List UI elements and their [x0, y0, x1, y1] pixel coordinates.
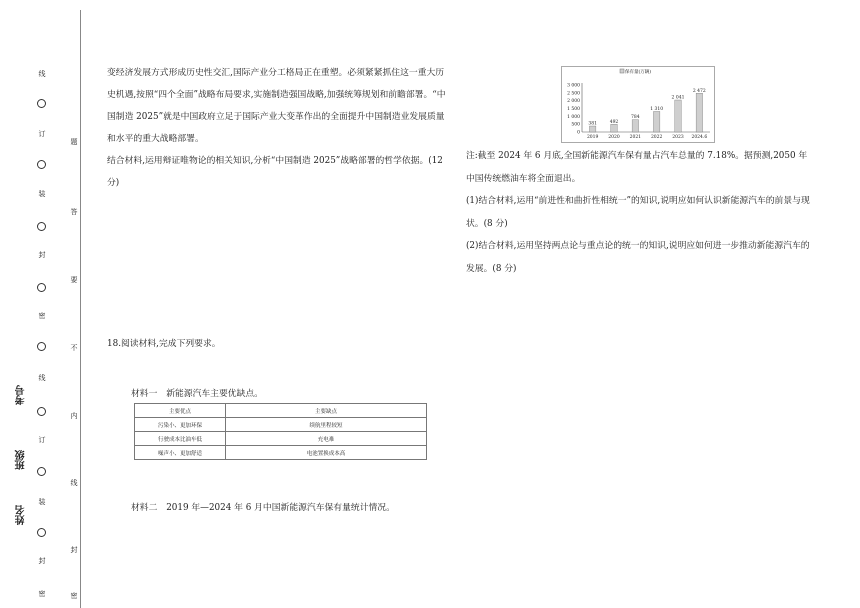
- table-cell: 续航里程较短: [226, 418, 427, 432]
- margin-note: 内: [70, 412, 78, 419]
- table-cell: 噪声小、更加舒适: [135, 446, 226, 460]
- table-header: 主要优点: [135, 404, 226, 418]
- margin-mark: 线: [38, 70, 46, 77]
- table-header: 主要缺点: [226, 404, 427, 418]
- y-tick-label: 2 000: [567, 99, 580, 105]
- margin-note: 封: [70, 546, 78, 553]
- pros-cons-table: [134, 403, 427, 460]
- table-cell: 行驶成本比油车低: [135, 432, 226, 446]
- question-prompt: 结合材料,运用辩证唯物论的相关知识,分析“中国制造 2025”战略部署的哲学依据。(12 分): [107, 156, 443, 188]
- question-18-intro: 18.阅读材料,完成下列要求。: [107, 339, 221, 349]
- margin-mark: 装: [38, 498, 46, 505]
- bar-value-label: 2 472: [692, 88, 706, 94]
- margin-mark: 装: [38, 190, 46, 197]
- bar-value-label: 1 310: [650, 106, 664, 112]
- table-cell: 电池置换成本高: [226, 446, 427, 460]
- y-tick-label: 500: [571, 122, 580, 128]
- material-2-title: 材料二 2019 年—2024 年 6 月中国新能源汽车保有量统计情况。: [131, 503, 395, 513]
- ev-ownership-chart: [561, 66, 715, 143]
- margin-mark: 封: [38, 251, 46, 258]
- bar: [589, 126, 595, 132]
- bar: [696, 93, 702, 132]
- chart-note: 注:截至 2024 年 6 月底,全国新能源汽车保有量占汽车总量的 7.18%。据预测,2050 年中国传统燃油车将全面退出。: [466, 151, 808, 184]
- bar: [675, 100, 681, 132]
- right-column-text: [466, 145, 814, 280]
- material-1-title: 材料一 新能源汽车主要优缺点。: [131, 389, 263, 399]
- bar-value-label: 381: [588, 121, 597, 127]
- margin-note: 要: [70, 276, 78, 283]
- sub-question-2: (2)结合材料,运用坚持两点论与重点论的统一的知识,说明应如何进一步推动新能源汽车的发展。(8 分): [466, 241, 810, 274]
- paragraph: 变经济发展方式形成历史性交汇,国际产业分工格局正在重塑。必须紧紧抓住这一重大历史机遇,按照“四个全面”战略布局要求,实施制造强国战略,加强统筹规划和前瞻部署。“中国制造 2025”就是中国政府立足于国际产业大变革作出的全面提升中国制造业发展质量和水平的重大战略部署。: [107, 68, 446, 144]
- bar: [653, 111, 659, 132]
- table-row: [135, 432, 427, 446]
- y-tick-label: 0: [577, 130, 580, 136]
- circle-mark: [37, 222, 46, 231]
- circle-mark: [37, 283, 46, 292]
- x-tick-label: 2022: [650, 135, 663, 140]
- circle-mark: [37, 407, 46, 416]
- name-label: 姓名: [16, 505, 27, 525]
- circle-mark: [37, 160, 46, 169]
- bar-value-label: 2 041: [671, 95, 685, 101]
- binding-margin: [0, 0, 80, 608]
- table-header-row: [135, 404, 427, 418]
- bar-value-label: 492: [609, 119, 619, 125]
- table-row: [135, 446, 427, 460]
- table-cell: 充电难: [226, 432, 427, 446]
- y-tick-label: 3 000: [567, 83, 580, 89]
- bar: [632, 120, 638, 132]
- bar-value-label: 784: [631, 115, 640, 121]
- y-tick-label: 1 000: [567, 114, 580, 120]
- margin-note: 题: [70, 138, 78, 145]
- x-tick-label: 2023: [672, 135, 684, 140]
- margin-note: 不: [70, 344, 78, 351]
- x-tick-label: 2019: [586, 135, 599, 140]
- margin-mark: 订: [38, 436, 46, 443]
- margin-mark: 封: [38, 557, 46, 564]
- margin-mark: 密: [38, 312, 46, 319]
- chart-svg: [562, 67, 714, 142]
- circle-mark: [37, 342, 46, 351]
- circle-mark: [37, 467, 46, 476]
- x-tick-label: 2021: [629, 135, 642, 140]
- margin-note: 答: [70, 208, 78, 215]
- margin-mark: 订: [38, 130, 46, 137]
- y-tick-label: 2 500: [567, 91, 580, 97]
- table-row: [135, 418, 427, 432]
- margin-note: 线: [70, 479, 78, 486]
- binding-line: [80, 10, 81, 608]
- margin-mark: 线: [38, 374, 46, 381]
- left-column-text: [107, 62, 452, 194]
- table-cell: 污染小、更加环保: [135, 418, 226, 432]
- x-tick-label: 2024.6: [691, 135, 708, 140]
- sub-question-1: (1)结合材料,运用“前进性和曲折性相统一”的知识,说明应如何认识新能源汽车的前景与现状。(8 分): [466, 196, 810, 229]
- circle-mark: [37, 99, 46, 108]
- margin-mark: 密: [38, 590, 46, 597]
- margin-note: 密: [70, 592, 78, 599]
- exam-number-label: 考号: [16, 385, 27, 405]
- bar: [611, 124, 617, 132]
- x-tick-label: 2020: [608, 135, 620, 140]
- class-label: 班级: [16, 450, 27, 470]
- legend-swatch: [620, 69, 624, 73]
- circle-mark: [37, 528, 46, 537]
- y-tick-label: 1 500: [567, 107, 580, 112]
- legend-label: 保有量(万辆): [625, 70, 652, 75]
